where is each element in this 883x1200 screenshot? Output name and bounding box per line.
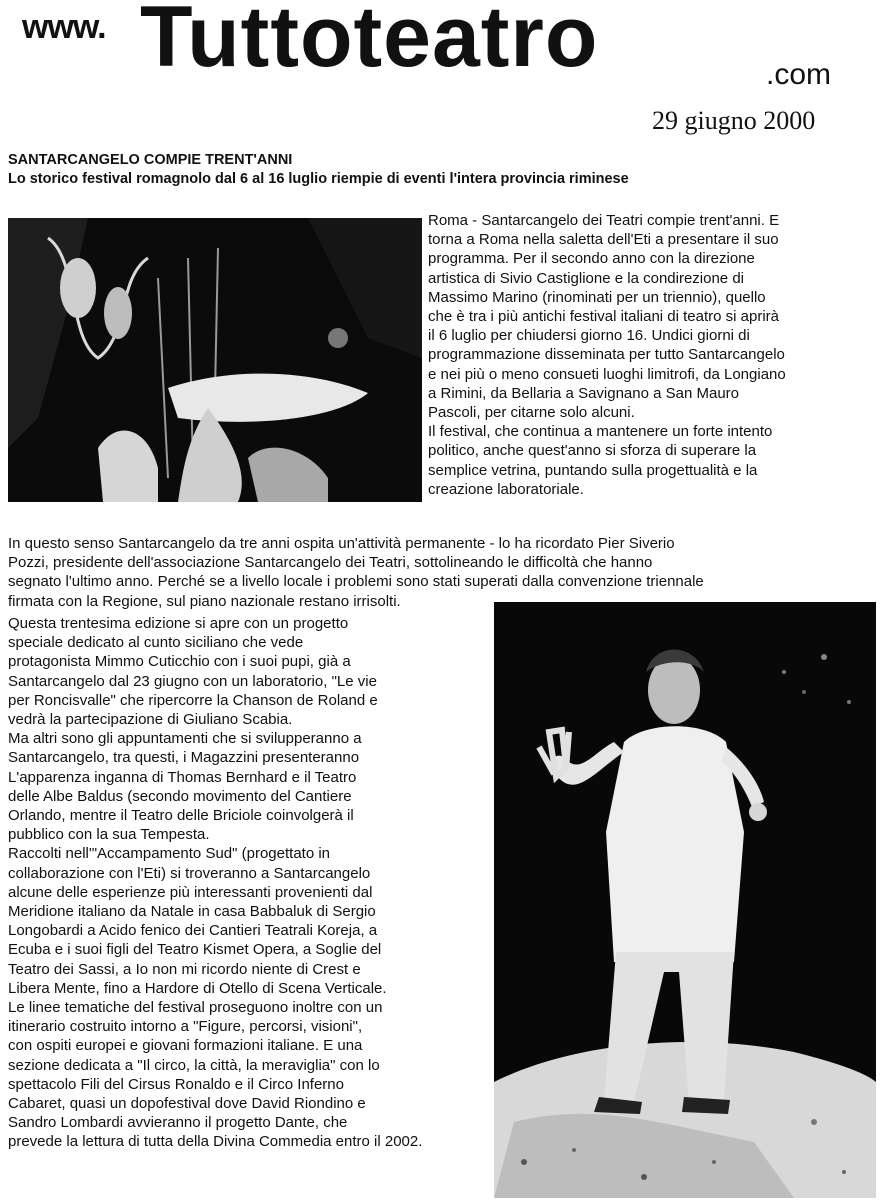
publication-date: 29 giugno 2000 — [652, 106, 816, 135]
text-line: e nei più o meno consueti luoghi limitrofi, da Longiano — [428, 365, 786, 383]
masthead-tld: .com — [766, 58, 832, 91]
text-line: Cabaret, quasi un dopofestival dove David Riondino e — [8, 1095, 366, 1113]
text-line: itinerario costruito intorno a "Figure, percorsi, visioni", — [8, 1018, 363, 1036]
text-line: Sandro Lombardi avvieranno il progetto Dante, che — [8, 1114, 348, 1132]
text-line: Il festival, che continua a mantenere un forte intento — [428, 423, 773, 441]
text-line: politico, anche quest'anno si sforza di superare la — [428, 442, 757, 460]
text-line: vedrà la partecipazione di Giuliano Scabia. — [8, 711, 293, 729]
text-line: L'apparenza inganna di Thomas Bernhard e il Teatro — [8, 768, 357, 786]
text-line: prevede la lettura di tutta della Divina Commedia entro il 2002. — [8, 1133, 423, 1151]
stage-photo-puppets — [8, 218, 422, 502]
text-line: alcune delle esperienze più interessanti provenienti dal — [8, 883, 373, 901]
text-line: Ecuba e i suoi figli del Teatro Kismet Opera, a Soglie del — [8, 941, 382, 959]
text-line: Libera Mente, fino a Hardore di Otello di Scena Verticale. — [8, 979, 387, 997]
text-line: con ospiti europei e giovani formazioni italiane. E una — [8, 1037, 363, 1055]
text-line: torna a Roma nella saletta dell'Eti a presentare il suo — [428, 231, 779, 249]
text-line: che è tra i più antichi festival italiani di teatro si aprirà — [428, 308, 780, 326]
headline: SANTARCANGELO COMPIE TRENT'ANNI — [8, 152, 293, 168]
text-line: delle Albe Baldus (secondo movimento del Cantiere — [8, 787, 352, 805]
text-line: a Rimini, da Bellaria a Savignano a San Mauro — [428, 384, 740, 402]
text-line: Meridione italiano da Natale in casa Babbaluk di Sergio — [8, 903, 376, 921]
text-line: spettacolo Fili del Cirsus Ronaldo e il Circo Inferno — [8, 1075, 344, 1093]
text-line: Pascoli, per citarne solo alcuni. — [428, 404, 635, 422]
text-line: sezione dedicata a "Il circo, la città, la meraviglia" con lo — [8, 1056, 380, 1074]
text-line: creazione laboratoriale. — [428, 480, 584, 498]
text-line: segnato l'ultimo anno. Perché se a livello locale i problemi sono stati superati dalla convenzione triennale — [8, 573, 704, 591]
text-line: artistica di Sivio Castiglione e la condirezione di — [428, 269, 744, 287]
subheadline: Lo storico festival romagnolo dal 6 al 16 luglio riempie di eventi l'intera provincia riminese — [8, 171, 629, 187]
text-line: semplice vetrina, puntando sulla progettualità e la — [428, 461, 758, 479]
text-line: Raccolti nell'"Accampamento Sud" (progettato in — [8, 845, 331, 863]
text-line: Ma altri sono gli appuntamenti che si svilupperanno a — [8, 730, 362, 748]
text-line: collaborazione con l'Eti) si troveranno a Santarcangelo — [8, 864, 371, 882]
column-full-width — [8, 534, 878, 611]
stage-photo-performer — [494, 602, 876, 1198]
column-top-right — [428, 211, 878, 499]
masthead-brand: Tuttoteatro — [140, 0, 599, 85]
text-line: programma. Per il secondo anno con la direzione — [428, 250, 755, 268]
text-line: Le linee tematiche del festival proseguono inoltre con un — [8, 999, 383, 1017]
column-bottom-left — [8, 614, 483, 1152]
text-line: Orlando, mentre il Teatro delle Briciole coinvolgerà il — [8, 807, 354, 825]
text-line: In questo senso Santarcangelo da tre anni ospita un'attività permanente - lo ha ricordato Pier Siverio — [8, 535, 675, 552]
text-line: Teatro dei Sassi, a Io non mi ricordo niente di Crest e — [8, 960, 361, 978]
text-line: Longobardi a Acido fenico dei Cantieri Teatrali Koreja, a — [8, 922, 378, 940]
text-line: firmata con la Regione, sul piano nazionale restano irrisolti. — [8, 592, 401, 610]
text-line: il 6 luglio per chiudersi giorno 16. Undici giorni di — [428, 327, 750, 345]
text-line: Pozzi, presidente dell'associazione Santarcangelo dei Teatri, sottolineando le difficoltà che hanno — [8, 554, 653, 572]
text-line: per Roncisvalle" che ripercorre la Chanson de Roland e — [8, 691, 378, 709]
text-line: Santarcangelo dal 23 giugno con un laboratorio, "Le vie — [8, 672, 377, 690]
text-line: pubblico con la sua Tempesta. — [8, 826, 210, 844]
text-line: programmazione disseminata per tutto Santarcangelo — [428, 346, 785, 364]
text-line: speciale dedicato al cunto siciliano che vede — [8, 634, 304, 652]
text-line: Massimo Marino (rinominati per un triennio), quello — [428, 288, 766, 306]
text-line: protagonista Mimmo Cuticchio con i suoi pupi, già a — [8, 653, 351, 671]
masthead-www: www. — [22, 8, 106, 46]
text-line: Questa trentesima edizione si apre con un progetto — [8, 615, 349, 632]
text-line: Santarcangelo, tra questi, i Magazzini presenteranno — [8, 749, 360, 767]
text-line: Roma - Santarcangelo dei Teatri compie trent'anni. E — [428, 212, 780, 229]
